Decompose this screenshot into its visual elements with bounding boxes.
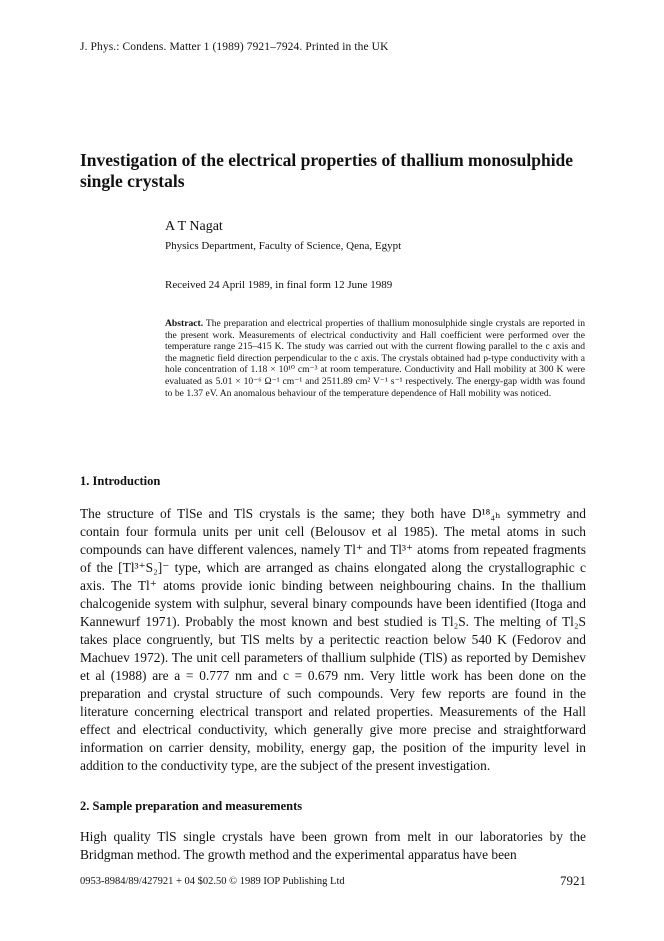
author-name: A T Nagat [165, 219, 223, 234]
abstract-text: The preparation and electrical properties of thallium monosulphide single crystals are reported in the present work. Measurements of electrical conductivity and Hall coefficient were performed over the temperature range 215–415 K. The study was carried out with the current flowing parallel to the c axis and the magnetic field direction perpendicular to the c axis. The crystals obtained had p-type conductivity with a hole concentration of 1.18 × 10¹⁰ cm⁻³ at room temperature. Conductivity and Hall mobility at 300 K were evaluated as 5.01 × 10⁻⁶ Ω⁻¹ cm⁻¹ and 2511.89 cm² V⁻¹ s⁻¹ respectively. The energy-gap width was found to be 1.37 eV. An anomalous behaviour of the temperature dependence of Hall mobility was noticed. [165, 318, 585, 399]
received-dates: Received 24 April 1989, in final form 12 June 1989 [165, 279, 393, 291]
article-title: Investigation of the electrical properties of thallium monosulphide single crystals [80, 150, 574, 191]
page-number: 7921 [560, 873, 586, 888]
footer-identifier: 0953-8984/89/427921 + 04 $02.50 © 1989 IOP Publishing Ltd [80, 876, 345, 887]
section-heading-sample-preparation: 2. Sample preparation and measurements [80, 799, 303, 813]
abstract [165, 318, 585, 399]
author-affiliation: Physics Department, Faculty of Science, Qena, Egypt [165, 240, 402, 252]
abstract-label: Abstract. [165, 318, 204, 329]
section-text-introduction: The structure of TlSe and TlS crystals is the same; they both have D¹⁸₄ₕ symmetry and contain four formula units per unit cell (Belousov et al 1985). The metal atoms in such compounds can have different valences, namely Tl⁺ and Tl³⁺ atoms from repeated fragments of the [Tl³⁺S₂]⁻ type, which are arranged as chains elongated along the crystallographic c axis. The Tl⁺ atoms provide ionic binding between neighbouring chains. In the thallium chalcogenide system with sulphur, several binary compounds have been identified (Itoga and Kannewurf 1971). Probably the most known and best studied is Tl₂S. The melting of Tl₂S takes place congruently, but TlS melts by a peritectic reaction below 540 K (Fedorov and Machuev 1972). The unit cell parameters of thallium sulphide (TlS) as reported by Demishev et al (1988) are a = 0.777 nm and c = 0.679 nm. Very little work has been done on the preparation and crystal structure of such compounds. Very few reports are found in the literature concerning electrical transport and related properties. Measurements of the Hall effect and electrical conductivity, which generally give more precise and straightforward information on carrier density, mobility, energy gap, the position of the impurity level in addition to the conductivity type, are the subject of the present investigation. [80, 506, 586, 773]
section-heading-introduction: 1. Introduction [80, 474, 161, 488]
journal-citation: J. Phys.: Condens. Matter 1 (1989) 7921–7924. Printed in the UK [80, 41, 389, 53]
section-text-sample-preparation: High quality TlS single crystals have been grown from melt in our laboratories by the Bridgman method. The growth method and the experimental apparatus have been [80, 829, 586, 862]
